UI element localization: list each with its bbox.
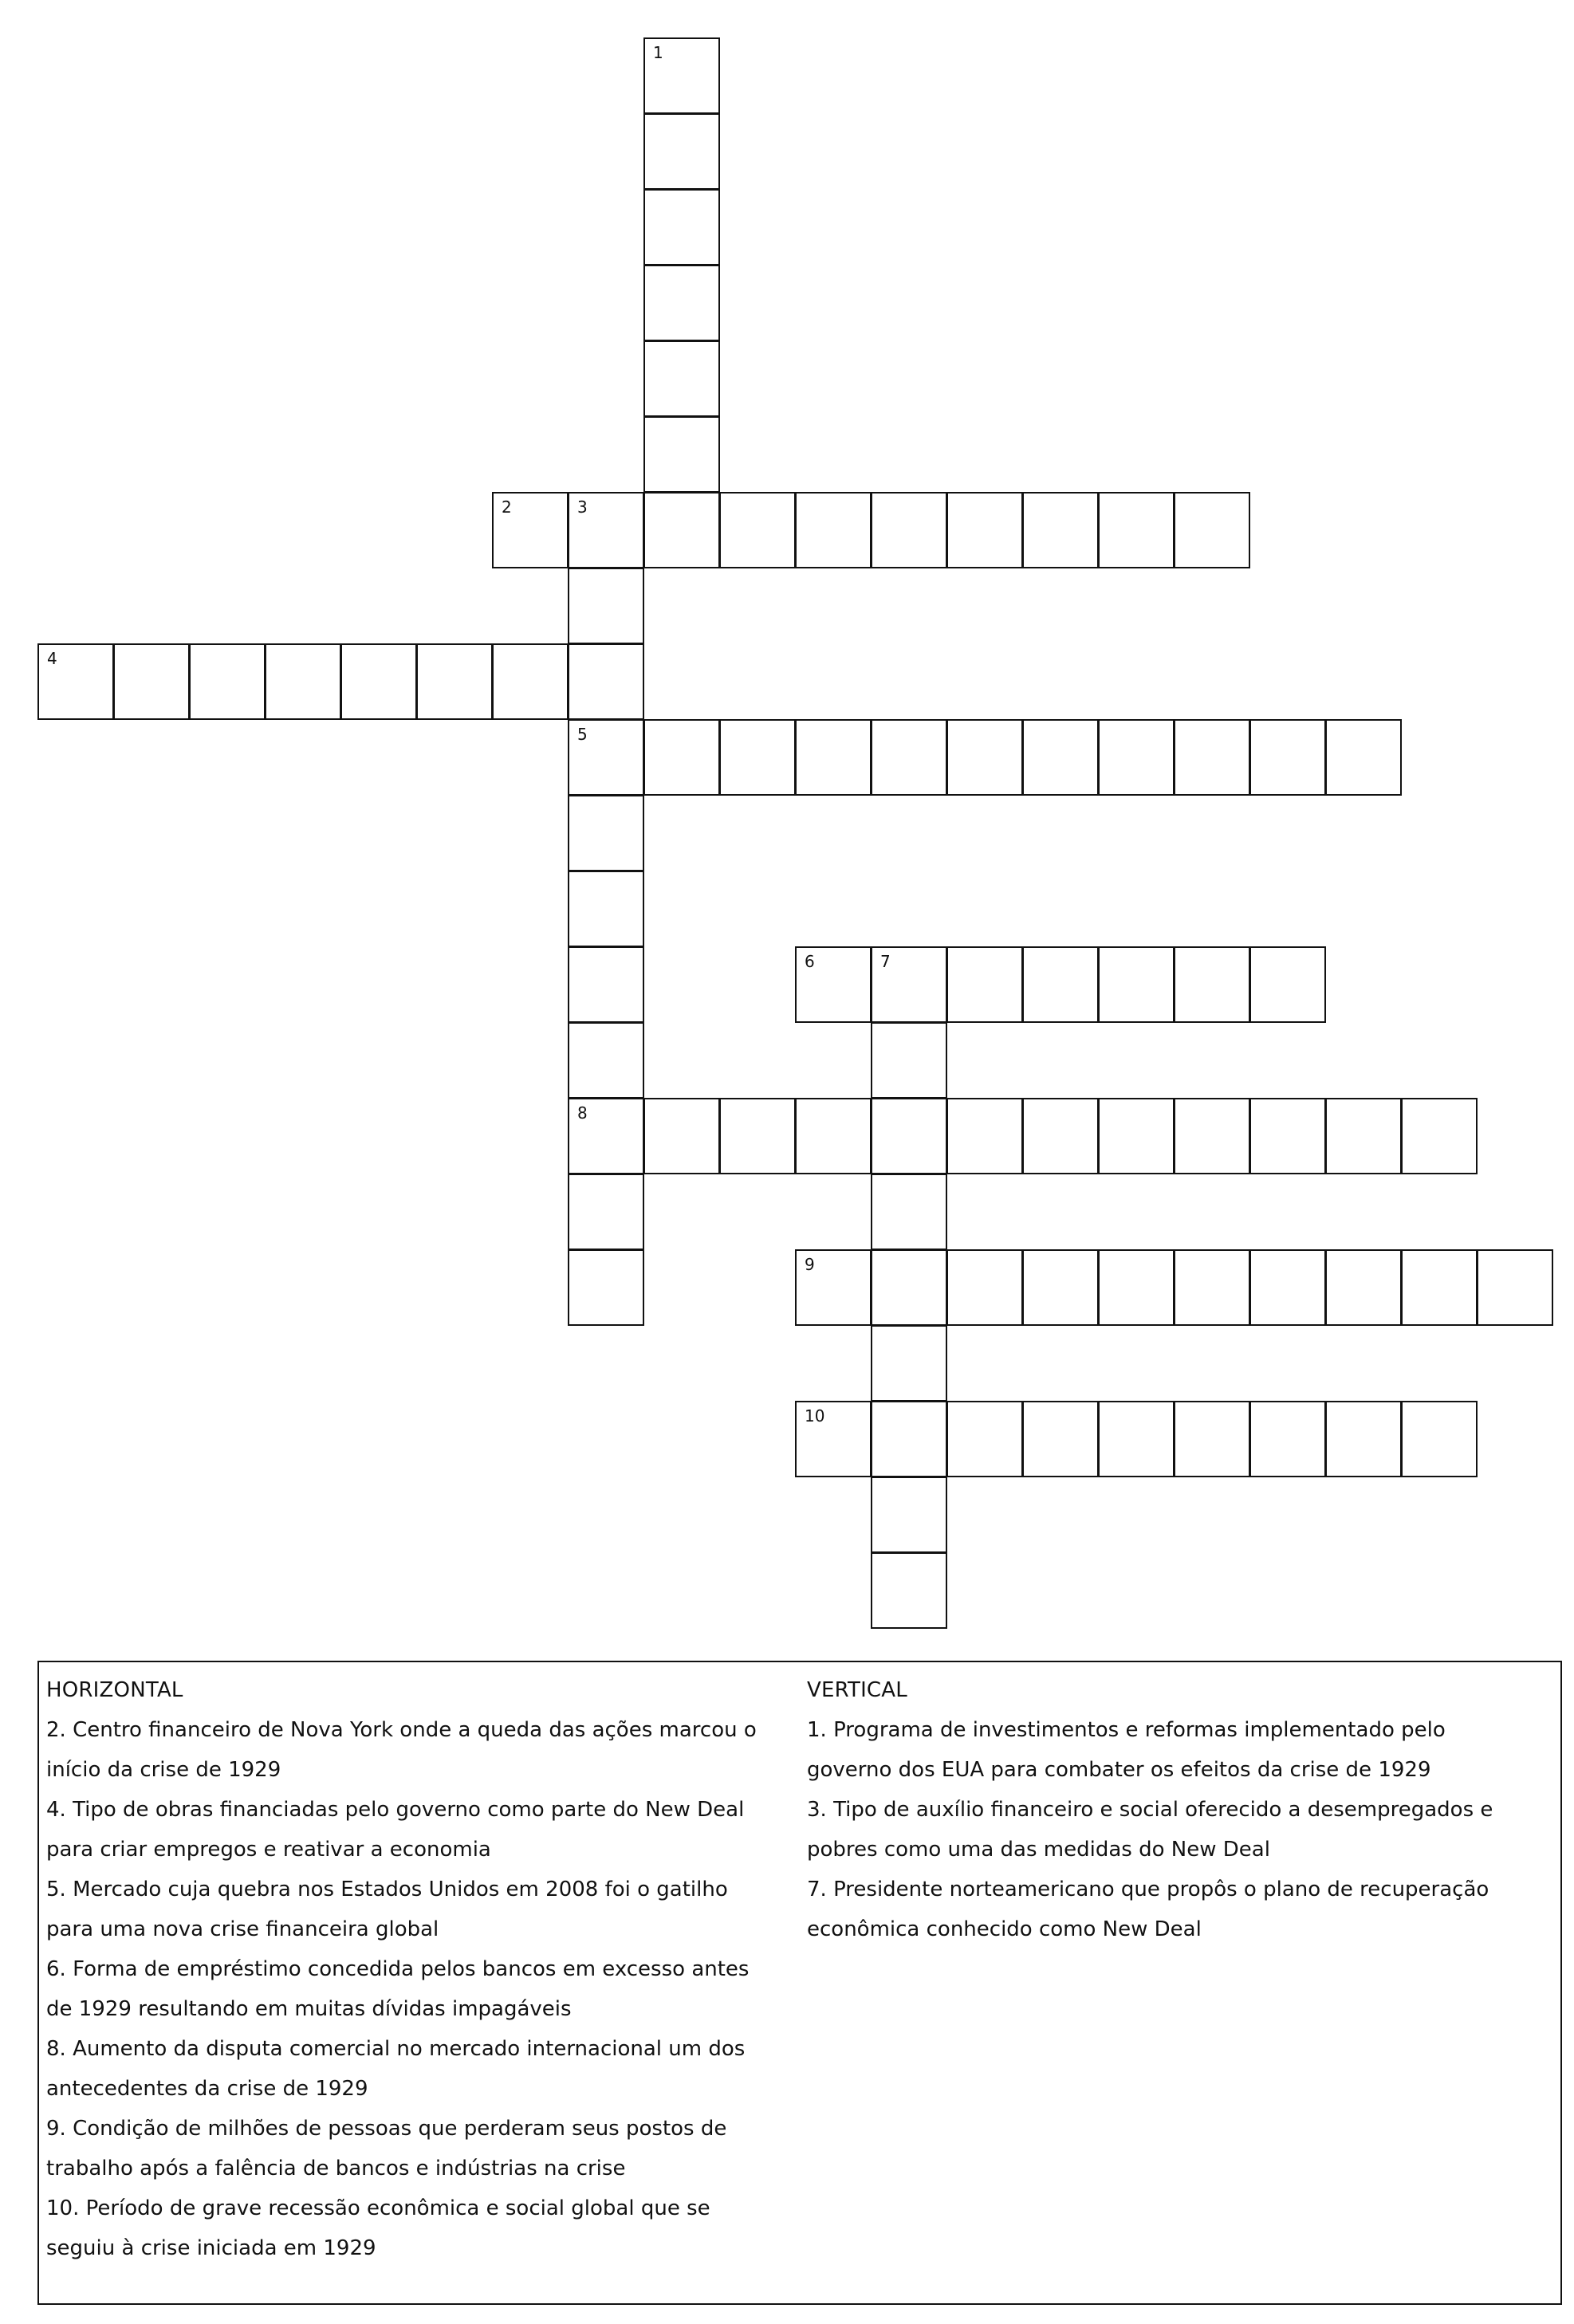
grid-cell[interactable] <box>1098 1249 1175 1326</box>
grid-cell[interactable] <box>492 492 569 568</box>
grid-cell[interactable] <box>719 492 796 568</box>
grid-cell[interactable] <box>568 795 644 871</box>
cell-number: 2 <box>502 497 512 517</box>
grid-cell[interactable] <box>1022 1098 1099 1174</box>
grid-cell[interactable] <box>1249 1249 1326 1326</box>
grid-cell[interactable] <box>492 643 569 720</box>
grid-cell[interactable] <box>568 1174 644 1250</box>
clue-line: para criar empregos e reativar a economia <box>46 1838 491 1862</box>
grid-cell[interactable] <box>946 719 1023 796</box>
grid-cell[interactable] <box>568 1249 644 1326</box>
grid-cell[interactable] <box>871 946 947 1023</box>
grid-cell[interactable] <box>871 1174 947 1250</box>
grid-cell[interactable] <box>795 492 872 568</box>
clue-line: para uma nova crise financeira global <box>46 1917 439 1941</box>
grid-cell[interactable] <box>1098 492 1175 568</box>
clue-line: 9. Condição de milhões de pessoas que perderam seus postos de <box>46 2117 727 2141</box>
cell-number: 8 <box>577 1103 588 1123</box>
grid-cell[interactable] <box>265 643 341 720</box>
grid-cell[interactable] <box>643 1098 720 1174</box>
grid-cell[interactable] <box>946 946 1023 1023</box>
cell-number: 9 <box>805 1255 815 1274</box>
grid-cell[interactable] <box>871 1401 947 1477</box>
grid-cell[interactable] <box>1249 1401 1326 1477</box>
grid-cell[interactable] <box>1022 492 1099 568</box>
grid-cell[interactable] <box>568 568 644 644</box>
grid-cell[interactable] <box>568 1098 644 1174</box>
grid-cell[interactable] <box>795 946 872 1023</box>
clue-line: 6. Forma de empréstimo concedida pelos bancos em excesso antes <box>46 1957 750 1981</box>
grid-cell[interactable] <box>340 643 417 720</box>
grid-cell[interactable] <box>1174 719 1250 796</box>
clue-line: 1. Programa de investimentos e reformas implementado pelo <box>807 1718 1446 1742</box>
cell-number: 5 <box>577 725 588 744</box>
grid-cell[interactable] <box>643 37 720 114</box>
grid-cell[interactable] <box>568 719 644 796</box>
grid-cell[interactable] <box>795 719 872 796</box>
grid-cell[interactable] <box>1098 1401 1175 1477</box>
grid-cell[interactable] <box>871 1249 947 1326</box>
grid-cell[interactable] <box>1401 1401 1478 1477</box>
clues-box <box>37 1661 1562 2305</box>
grid-cell[interactable] <box>871 1098 947 1174</box>
clue-line: 4. Tipo de obras financiadas pelo governo como parte do New Deal <box>46 1798 745 1822</box>
grid-cell[interactable] <box>643 416 720 493</box>
cell-number: 3 <box>577 497 588 517</box>
grid-cell[interactable] <box>1022 946 1099 1023</box>
clue-line: 10. Período de grave recessão econômica e social global que se <box>46 2196 710 2220</box>
grid-cell[interactable] <box>871 492 947 568</box>
grid-cell[interactable] <box>643 113 720 190</box>
grid-cell[interactable] <box>1174 1249 1250 1326</box>
grid-cell[interactable] <box>1401 1249 1478 1326</box>
cell-number: 1 <box>653 43 663 62</box>
grid-cell[interactable] <box>1174 492 1250 568</box>
grid-cell[interactable] <box>568 946 644 1023</box>
grid-cell[interactable] <box>568 1022 644 1099</box>
cell-number: 4 <box>47 649 57 668</box>
grid-cell[interactable] <box>1174 1401 1250 1477</box>
horizontal-clues <box>46 1670 780 2268</box>
grid-cell[interactable] <box>795 1249 872 1326</box>
grid-cell[interactable] <box>568 643 644 720</box>
grid-cell[interactable] <box>37 643 114 720</box>
clue-line: trabalho após a falência de bancos e indústrias na crise <box>46 2157 626 2180</box>
grid-cell[interactable] <box>568 871 644 947</box>
grid-cell[interactable] <box>1022 719 1099 796</box>
grid-cell[interactable] <box>416 643 493 720</box>
cell-number: 6 <box>805 952 815 971</box>
grid-cell[interactable] <box>946 1249 1023 1326</box>
grid-cell[interactable] <box>1477 1249 1553 1326</box>
grid-cell[interactable] <box>719 719 796 796</box>
clue-line: governo dos EUA para combater os efeitos da crise de 1929 <box>807 1758 1431 1782</box>
grid-cell[interactable] <box>1022 1249 1099 1326</box>
grid-cell[interactable] <box>643 340 720 417</box>
grid-cell[interactable] <box>795 1401 872 1477</box>
clue-line: de 1929 resultando em muitas dívidas impagáveis <box>46 1997 572 2021</box>
grid-cell[interactable] <box>643 189 720 265</box>
grid-cell[interactable] <box>189 643 266 720</box>
vertical-heading: VERTICAL <box>807 1678 907 1702</box>
grid-cell[interactable] <box>1325 1098 1402 1174</box>
grid-cell[interactable] <box>1325 719 1402 796</box>
clue-line: pobres como uma das medidas do New Deal <box>807 1838 1270 1862</box>
cell-number: 7 <box>880 952 891 971</box>
grid-cell[interactable] <box>719 1098 796 1174</box>
grid-cell[interactable] <box>795 1098 872 1174</box>
clue-line: início da crise de 1929 <box>46 1758 281 1782</box>
grid-cell[interactable] <box>1325 1249 1402 1326</box>
grid-cell[interactable] <box>1249 1098 1326 1174</box>
grid-cell[interactable] <box>946 1098 1023 1174</box>
grid-cell[interactable] <box>1098 946 1175 1023</box>
clue-line: 8. Aumento da disputa comercial no mercado internacional um dos <box>46 2037 746 2061</box>
grid-cell[interactable] <box>1098 1098 1175 1174</box>
grid-cell[interactable] <box>1249 719 1326 796</box>
grid-cell[interactable] <box>1325 1401 1402 1477</box>
clue-line: 2. Centro financeiro de Nova York onde a queda das ações marcou o <box>46 1718 757 1742</box>
grid-cell[interactable] <box>643 719 720 796</box>
grid-cell[interactable] <box>946 492 1023 568</box>
grid-cell[interactable] <box>1174 946 1250 1023</box>
grid-cell[interactable] <box>1022 1401 1099 1477</box>
clue-line: seguiu à crise iniciada em 1929 <box>46 2236 376 2260</box>
grid-cell[interactable] <box>871 719 947 796</box>
grid-cell[interactable] <box>1401 1098 1478 1174</box>
grid-cell[interactable] <box>871 1477 947 1553</box>
grid-cell[interactable] <box>946 1401 1023 1477</box>
grid-cell[interactable] <box>568 492 644 568</box>
clue-line: econômica conhecido como New Deal <box>807 1917 1202 1941</box>
grid-cell[interactable] <box>1249 946 1326 1023</box>
grid-cell[interactable] <box>1098 719 1175 796</box>
grid-cell[interactable] <box>1174 1098 1250 1174</box>
clue-line: 3. Tipo de auxílio financeiro e social oferecido a desempregados e <box>807 1798 1493 1822</box>
grid-cell[interactable] <box>871 1552 947 1629</box>
grid-cell[interactable] <box>113 643 190 720</box>
grid-cell[interactable] <box>643 492 720 568</box>
horizontal-heading: HORIZONTAL <box>46 1678 183 1702</box>
grid-cell[interactable] <box>643 265 720 341</box>
grid-cell[interactable] <box>871 1325 947 1402</box>
clue-line: 7. Presidente norteamericano que propôs o plano de recuperação <box>807 1878 1489 1901</box>
grid-cell[interactable] <box>871 1022 947 1099</box>
vertical-clues <box>807 1670 1541 1949</box>
clue-line: 5. Mercado cuja quebra nos Estados Unidos em 2008 foi o gatilho <box>46 1878 728 1901</box>
cell-number: 10 <box>805 1406 825 1425</box>
clue-line: antecedentes da crise de 1929 <box>46 2077 368 2101</box>
